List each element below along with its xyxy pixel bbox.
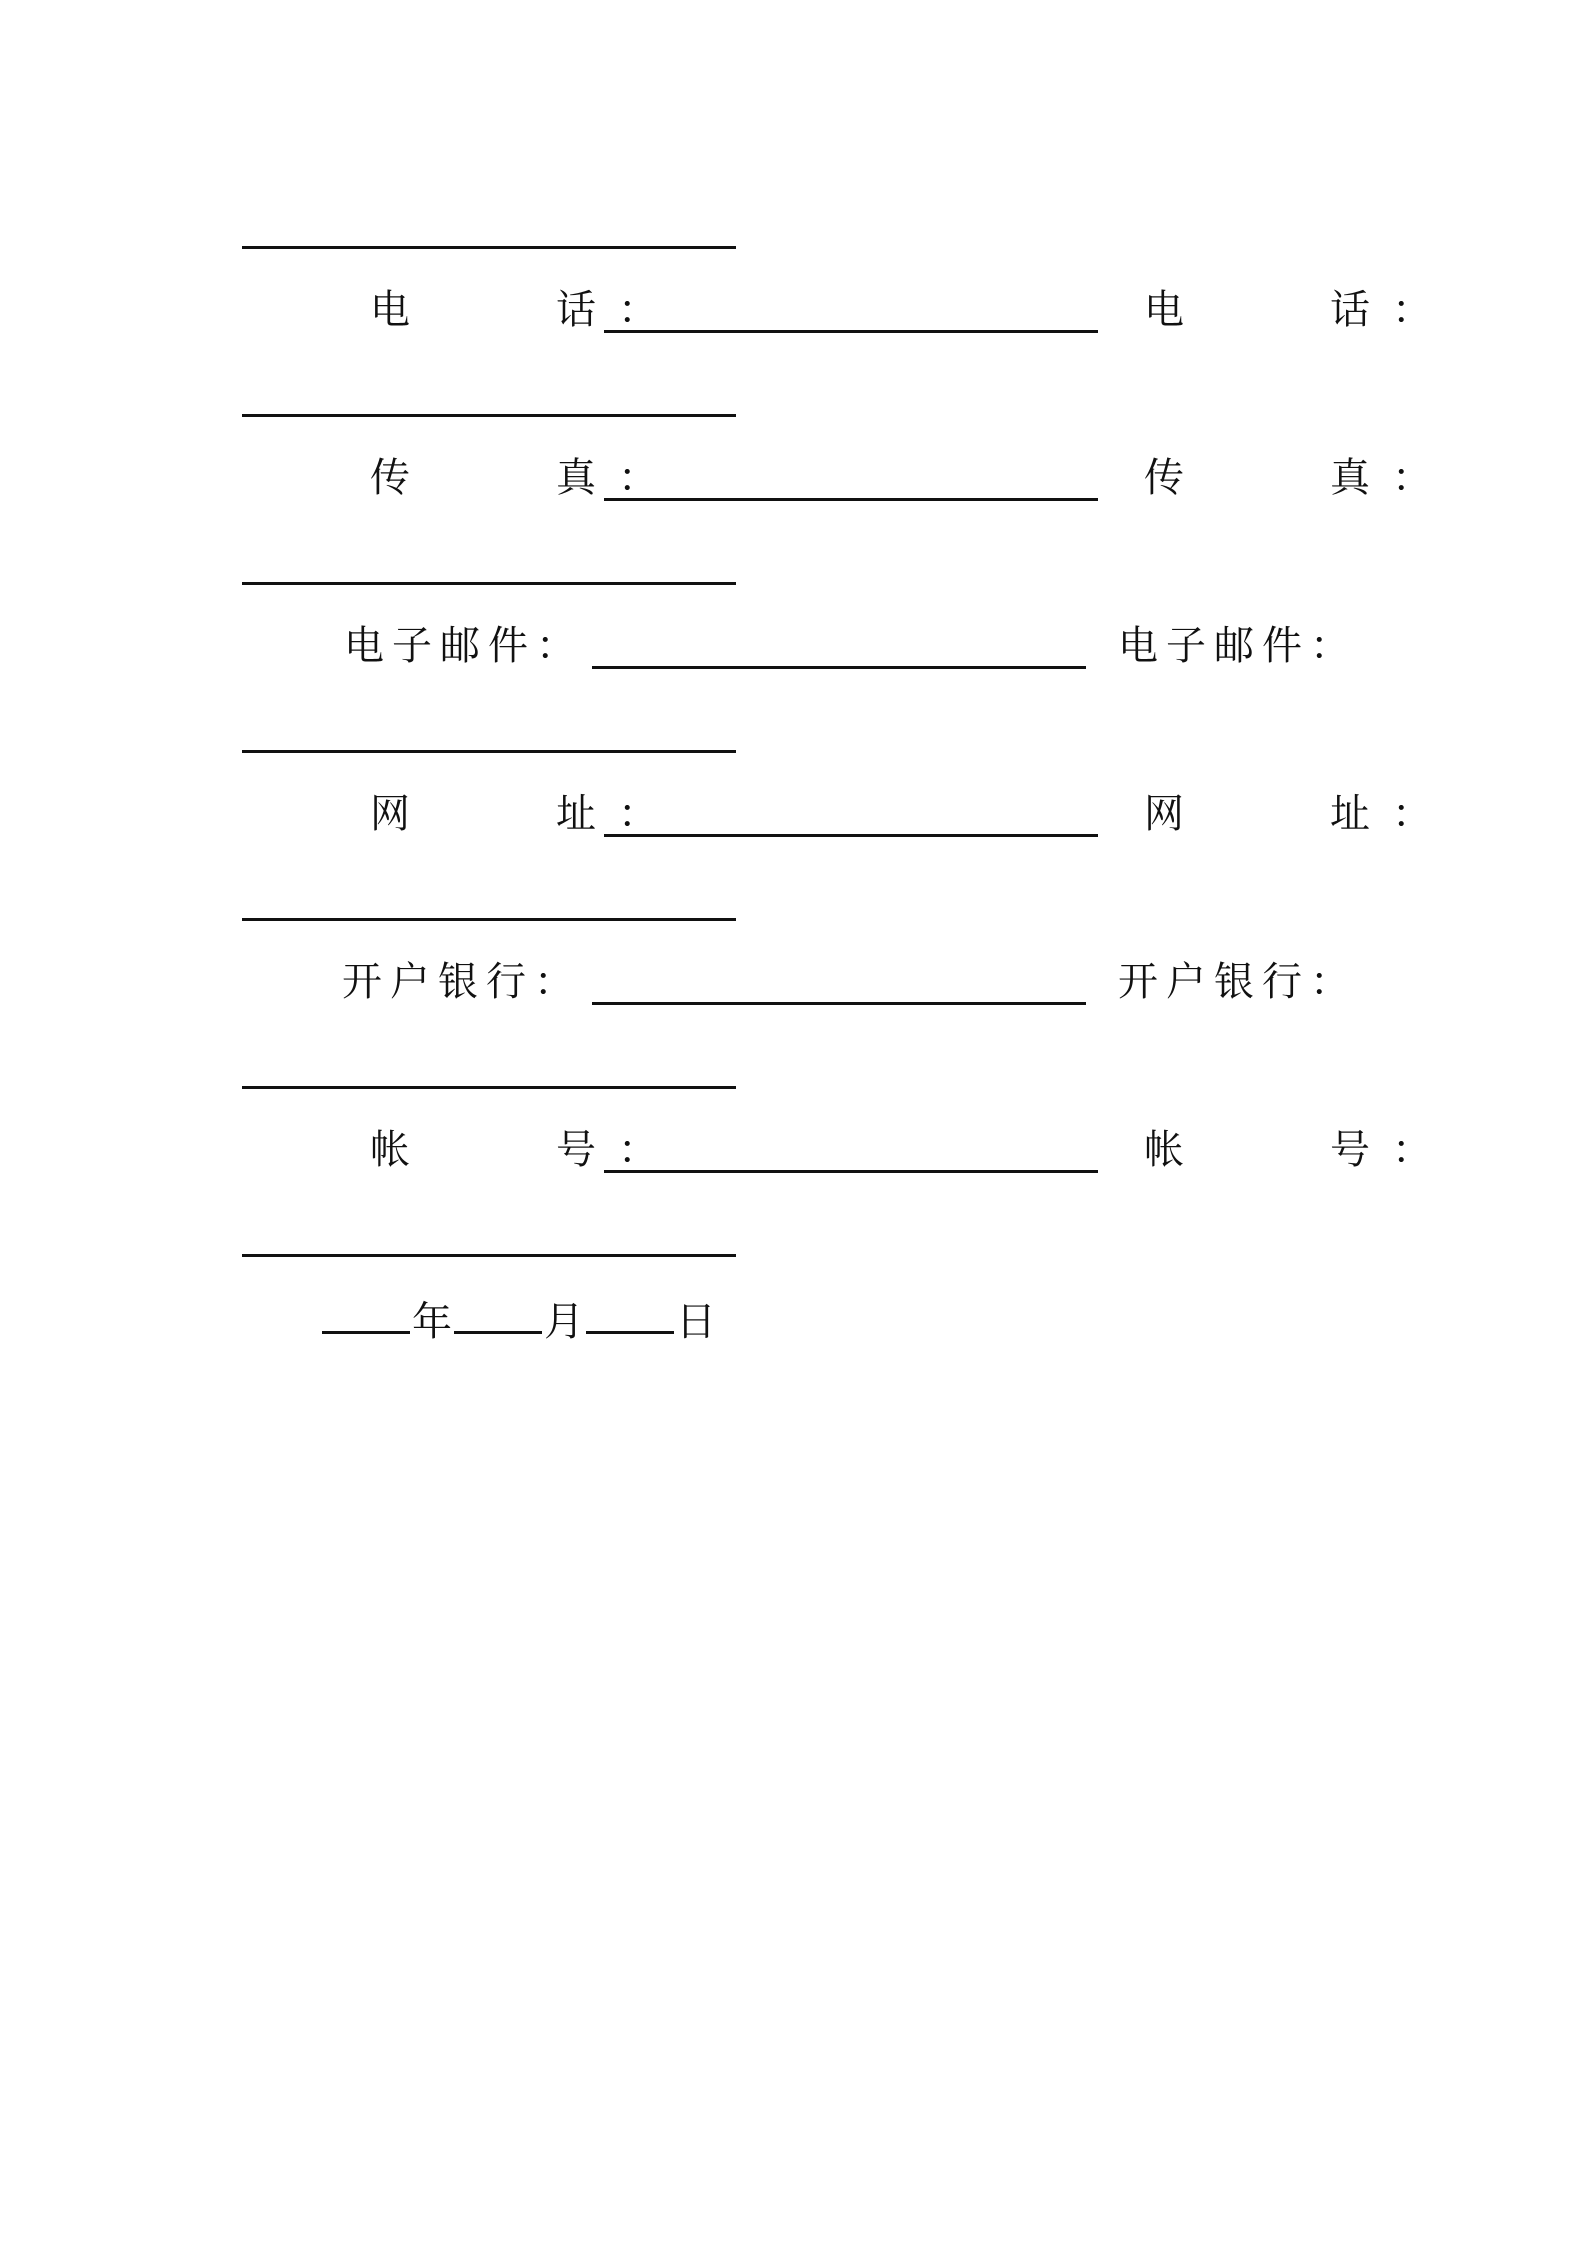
email-right-blank[interactable] (242, 750, 736, 753)
field-label-bank-right: 开户银行： (1118, 959, 1358, 1005)
field-label-account-left: 帐 号： (370, 1127, 680, 1173)
field-label-email-left: 电子邮件： (344, 623, 584, 669)
bank-right-blank[interactable] (242, 1086, 736, 1089)
field-label-website-left: 网 址： (370, 791, 680, 837)
field-label-email-right: 电子邮件： (1118, 623, 1358, 669)
email-left-blank[interactable] (592, 666, 1086, 669)
fax-right-blank[interactable] (242, 582, 736, 585)
field-label-bank-left: 开户银行： (342, 959, 582, 1005)
website-right-blank[interactable] (242, 918, 736, 921)
account-left-blank[interactable] (604, 1170, 1098, 1173)
phone-right-blank[interactable] (242, 414, 736, 417)
website-left-blank[interactable] (604, 834, 1098, 837)
field-label-phone-left: 电 话： (370, 287, 680, 333)
field-label-account-right: 帐 号： (1144, 1127, 1454, 1173)
month-label: 月 (544, 1299, 584, 1345)
bank-left-blank[interactable] (592, 1002, 1086, 1005)
fax-left-blank[interactable] (604, 498, 1098, 501)
field-label-fax-left: 传 真： (370, 455, 680, 501)
date-line (322, 1296, 718, 1345)
fill-blank-line[interactable] (242, 246, 736, 249)
phone-left-blank[interactable] (604, 330, 1098, 333)
month-blank[interactable] (454, 1331, 542, 1334)
account-right-blank[interactable] (242, 1254, 736, 1257)
year-blank[interactable] (322, 1331, 410, 1334)
day-label: 日 (676, 1299, 716, 1345)
day-blank[interactable] (586, 1331, 674, 1334)
field-label-website-right: 网 址： (1144, 791, 1454, 837)
field-label-phone-right: 电 话： (1144, 287, 1454, 333)
year-label: 年 (412, 1299, 452, 1345)
field-label-fax-right: 传 真： (1144, 455, 1454, 501)
